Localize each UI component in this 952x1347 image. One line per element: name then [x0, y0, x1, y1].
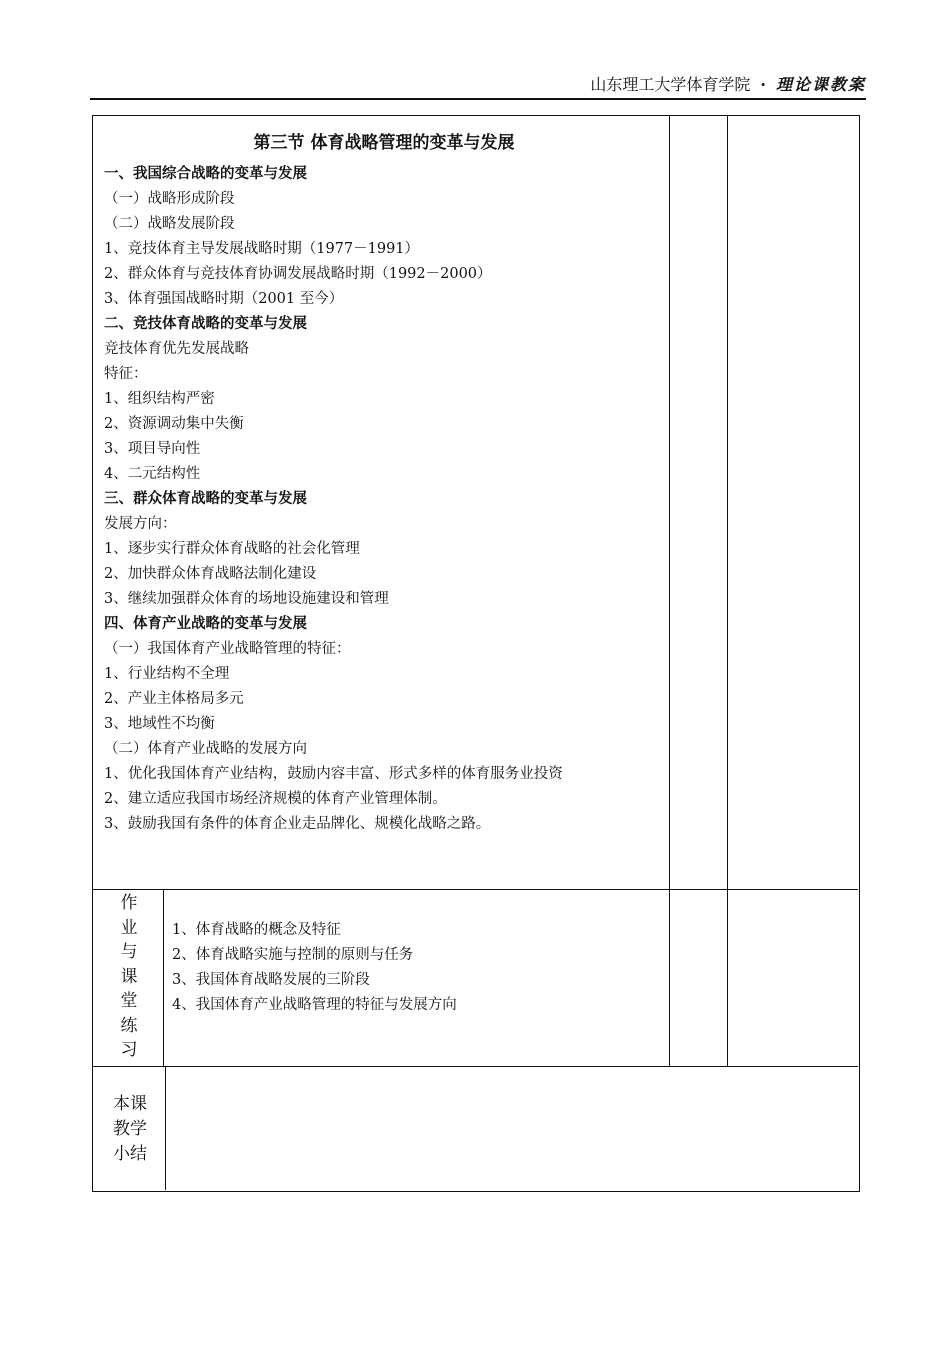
content-line: 2、资源调动集中失衡: [104, 416, 244, 432]
content-line: 3、鼓励我国有条件的体育企业走品牌化、规模化战略之路。: [104, 816, 491, 832]
page-header: [90, 72, 866, 100]
homework-item: 4、我国体育产业战略管理的特征与发展方向: [172, 997, 457, 1013]
section-heading: 三、群众体育战略的变革与发展: [104, 491, 307, 507]
section-heading: 二、竞技体育战略的变革与发展: [104, 316, 307, 332]
section-heading: 一、我国综合战略的变革与发展: [104, 166, 307, 182]
content-line: （一）战略形成阶段: [104, 191, 235, 207]
content-line: 1、组织结构严密: [104, 391, 215, 407]
content-line: （一）我国体育产业战略管理的特征：: [104, 641, 351, 657]
content-line: 1、逐步实行群众体育战略的社会化管理: [104, 541, 360, 557]
homework-label-char: 堂: [120, 991, 138, 1011]
content-line: 2、产业主体格局多元: [104, 691, 244, 707]
content-line: 4、二元结构性: [104, 466, 201, 482]
content-line: 1、行业结构不全理: [104, 666, 230, 682]
content-line: 1、优化我国体育产业结构，鼓励内容丰富、形式多样的体育服务业投资: [104, 766, 563, 782]
column-divider-2: [727, 116, 728, 1066]
homework-list: [172, 918, 662, 1018]
homework-label-char: 练: [120, 1015, 138, 1036]
content-line: （二）战略发展阶段: [104, 216, 235, 232]
homework-label-char: 与: [120, 942, 138, 962]
content-line: 2、建立适应我国市场经济规模的体育产业管理体制。: [104, 791, 447, 807]
content-line: 特征：: [104, 366, 148, 382]
row-divider-summary: [93, 1066, 858, 1067]
header-separator: ·: [760, 75, 766, 94]
homework-label-char: 习: [120, 1040, 138, 1060]
homework-label-char: 课: [120, 966, 138, 987]
content-line: 竞技体育优先发展战略: [104, 341, 249, 357]
content-line: 2、群众体育与竞技体育协调发展战略时期（1992－2000）: [104, 266, 492, 282]
content-lines: [104, 162, 664, 837]
section-heading: 四、体育产业战略的变革与发展: [104, 616, 307, 632]
summary-label: [94, 1092, 166, 1167]
content-line: 3、继续加强群众体育的场地设施建设和管理: [104, 591, 389, 607]
homework-item: 1、体育战略的概念及特征: [172, 922, 341, 938]
row-divider-homework: [93, 889, 858, 890]
lesson-content: [104, 128, 664, 837]
summary-label-line: 教学: [113, 1119, 147, 1139]
content-line: 2、加快群众体育战略法制化建设: [104, 566, 317, 582]
homework-label-char: 作: [120, 893, 138, 913]
summary-label-line: 小结: [113, 1144, 147, 1164]
header-school: 山东理工大学体育学院: [590, 75, 751, 94]
section-title: 第三节 体育战略管理的变革与发展: [253, 133, 515, 153]
content-line: 3、地域性不均衡: [104, 716, 215, 732]
homework-item: 2、体育战略实施与控制的原则与任务: [172, 947, 414, 963]
content-line: （二）体育产业战略的发展方向: [104, 741, 307, 757]
summary-label-line: 本课: [113, 1094, 147, 1114]
content-line: 3、项目导向性: [104, 441, 201, 457]
column-divider-1: [669, 116, 670, 1066]
header-course: 理论课教案: [775, 75, 866, 94]
homework-label-char: 业: [120, 917, 138, 938]
homework-label: [94, 891, 164, 1063]
content-line: 发展方向：: [104, 516, 177, 532]
content-line: 3、体育强国战略时期（2001 至今）: [104, 291, 344, 307]
homework-item: 3、我国体育战略发展的三阶段: [172, 972, 370, 988]
content-line: 1、竞技体育主导发展战略时期（1977－1991）: [104, 241, 420, 257]
